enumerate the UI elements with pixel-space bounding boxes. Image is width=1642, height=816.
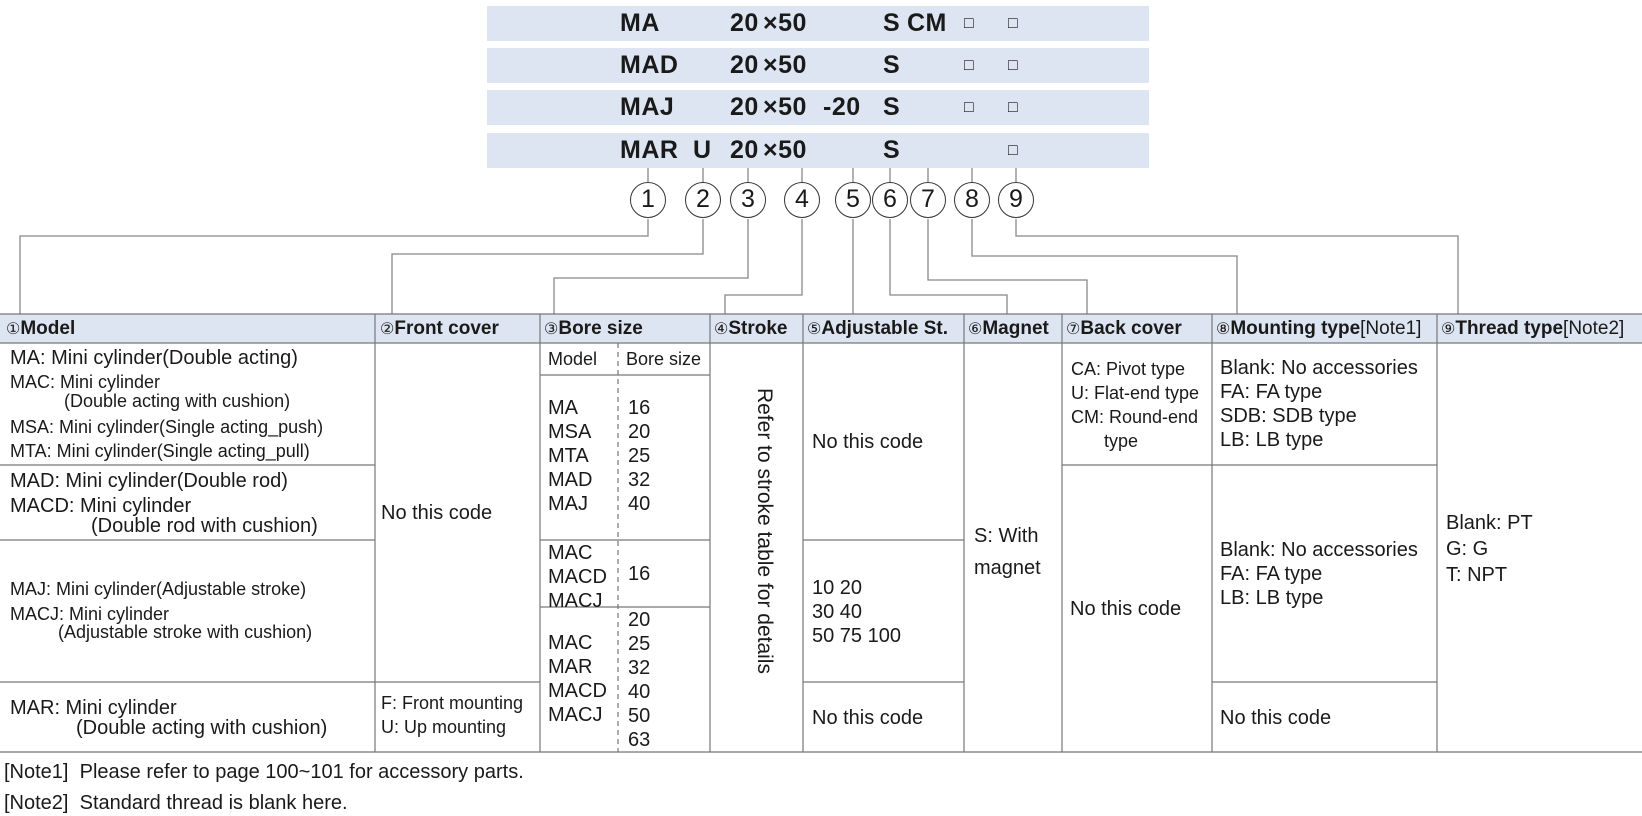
code-mount-box: □ xyxy=(964,57,975,74)
adj-values: 10 20 30 40 50 75 100 xyxy=(812,577,901,647)
code-stroke: ×50 xyxy=(763,93,807,121)
header-front-cover xyxy=(380,314,499,343)
marker-1: 1 xyxy=(630,182,666,218)
model-maj: MAJ: Mini cylinder(Adjustable stroke) xyxy=(10,579,307,599)
note-2-tag: [Note2] xyxy=(4,792,69,814)
header-label: Back cover xyxy=(1080,318,1182,339)
front-u: U: Up mounting xyxy=(381,717,507,737)
model-mar-desc: (Double acting with cushion) xyxy=(76,717,328,739)
header-num: ② xyxy=(380,321,395,338)
header-mounting-type xyxy=(1216,314,1421,343)
code-magnet: S xyxy=(883,51,901,79)
bore-group2-models: MAC MACD MACJ xyxy=(548,542,607,612)
header-label: Magnet xyxy=(982,318,1049,339)
bore-group1-sizes: 16 20 25 32 40 xyxy=(628,397,651,515)
header-num: ⑧ xyxy=(1216,321,1231,338)
bore-sub-header-size: Bore size xyxy=(626,349,702,369)
bore-group3-models: MAC MAR MACD MACJ xyxy=(548,632,607,726)
adj-no-code-2: No this code xyxy=(812,707,924,729)
marker-3: 3 xyxy=(730,182,766,218)
code-thread-box: □ xyxy=(1008,142,1019,159)
code-thread-box: □ xyxy=(1008,99,1019,116)
model-msa: MSA: Mini cylinder(Single acting_push) xyxy=(10,417,324,437)
model-macj-desc: (Adjustable stroke with cushion) xyxy=(58,622,313,642)
header-label: Adjustable St. xyxy=(821,318,949,339)
code-mount-box: □ xyxy=(964,15,975,32)
header-label: Thread type xyxy=(1455,318,1564,339)
model-ma: MA: Mini cylinder(Double acting) xyxy=(10,347,298,369)
code-stroke: ×50 xyxy=(763,51,807,79)
bore-group3-sizes: 20 25 32 40 50 63 xyxy=(628,609,651,751)
code-bore: 20 xyxy=(730,93,759,121)
header-num: ④ xyxy=(714,321,729,338)
code-magnet: S xyxy=(883,136,901,164)
stroke-note: Refer to stroke table for details xyxy=(753,388,776,674)
code-bore: 20 xyxy=(730,136,759,164)
header-note: [Note1] xyxy=(1360,318,1422,339)
bore-group2-sizes: 16 xyxy=(628,563,651,585)
header-num: ⑦ xyxy=(1066,321,1081,338)
back-cm: CM: Round-end xyxy=(1071,407,1199,427)
code-magnet: S xyxy=(883,93,901,121)
header-stroke xyxy=(714,314,787,343)
code-model: MAR xyxy=(620,136,679,164)
code-model: MA xyxy=(620,9,660,37)
header-back-cover xyxy=(1066,314,1182,343)
back-ca: CA: Pivot type xyxy=(1071,359,1186,379)
model-mac: MAC: Mini cylinder xyxy=(10,372,161,392)
header-label: Mounting type xyxy=(1230,318,1361,339)
note-2 xyxy=(4,792,348,815)
header-num: ③ xyxy=(544,321,559,338)
model-macj: MACJ: Mini cylinder xyxy=(10,604,170,624)
adj-no-code-1: No this code xyxy=(812,431,924,453)
model-mac-desc: (Double acting with cushion) xyxy=(64,391,291,411)
header-label: Front cover xyxy=(394,318,499,339)
code-thread-box: □ xyxy=(1008,15,1019,32)
model-mta: MTA: Mini cylinder(Single acting_pull) xyxy=(10,441,310,461)
note-1-tag: [Note1] xyxy=(4,761,69,783)
marker-9: 9 xyxy=(998,182,1034,218)
header-bore-size xyxy=(544,314,643,343)
mount-group2: Blank: No accessories FA: FA type LB: LB type xyxy=(1220,539,1418,609)
marker-8: 8 xyxy=(954,182,990,218)
model-mad: MAD: Mini cylinder(Double rod) xyxy=(10,470,288,492)
model-mar: MAR: Mini cylinder xyxy=(10,697,177,719)
header-num: ① xyxy=(6,321,21,338)
code-front: U xyxy=(693,136,712,164)
header-adjustable xyxy=(807,314,948,343)
back-no-code: No this code xyxy=(1070,598,1182,620)
code-stroke: ×50 xyxy=(763,136,807,164)
back-u: U: Flat-end type xyxy=(1071,383,1200,403)
header-num: ⑥ xyxy=(968,321,983,338)
header-num: ⑤ xyxy=(807,321,822,338)
header-label: Stroke xyxy=(728,318,788,339)
model-macd: MACD: Mini cylinder xyxy=(10,495,192,517)
note-1 xyxy=(4,761,524,784)
code-mount-box: □ xyxy=(964,99,975,116)
header-model xyxy=(6,314,75,343)
marker-5: 5 xyxy=(835,182,871,218)
header-num: ⑨ xyxy=(1441,321,1456,338)
model-macd-desc: (Double rod with cushion) xyxy=(91,515,318,537)
front-f: F: Front mounting xyxy=(381,693,524,713)
front-no-code: No this code xyxy=(381,502,493,524)
marker-4: 4 xyxy=(784,182,820,218)
bore-sub-header-model: Model xyxy=(548,349,598,369)
code-stroke: ×50 xyxy=(763,9,807,37)
thread-options: Blank: PT G: G T: NPT xyxy=(1446,512,1533,586)
code-thread-box: □ xyxy=(1008,57,1019,74)
header-label: Bore size xyxy=(558,318,643,339)
bore-group1-models: MA MSA MTA MAD MAJ xyxy=(548,397,593,515)
code-back: CM xyxy=(907,9,947,37)
header-note: [Note2] xyxy=(1563,318,1625,339)
code-model: MAJ xyxy=(620,93,675,121)
magnet-option: S: With magnet xyxy=(974,525,1041,579)
mount-no-code: No this code xyxy=(1220,707,1332,729)
note-2-text: Standard thread is blank here. xyxy=(79,792,348,814)
mount-group1: Blank: No accessories FA: FA type SDB: SDB type LB: LB type xyxy=(1220,357,1418,451)
code-bore: 20 xyxy=(730,51,759,79)
header-magnet xyxy=(968,314,1049,343)
marker-7: 7 xyxy=(910,182,946,218)
marker-6: 6 xyxy=(872,182,908,218)
marker-2: 2 xyxy=(685,182,721,218)
code-bore: 20 xyxy=(730,9,759,37)
code-magnet: S xyxy=(883,9,901,37)
header-label: Model xyxy=(20,318,76,339)
header-thread-type xyxy=(1441,314,1624,343)
code-model: MAD xyxy=(620,51,679,79)
note-1-text: Please refer to page 100~101 for accessory parts. xyxy=(79,761,524,783)
back-cm-type: type xyxy=(1104,431,1139,451)
code-adjustable: -20 xyxy=(823,93,861,121)
